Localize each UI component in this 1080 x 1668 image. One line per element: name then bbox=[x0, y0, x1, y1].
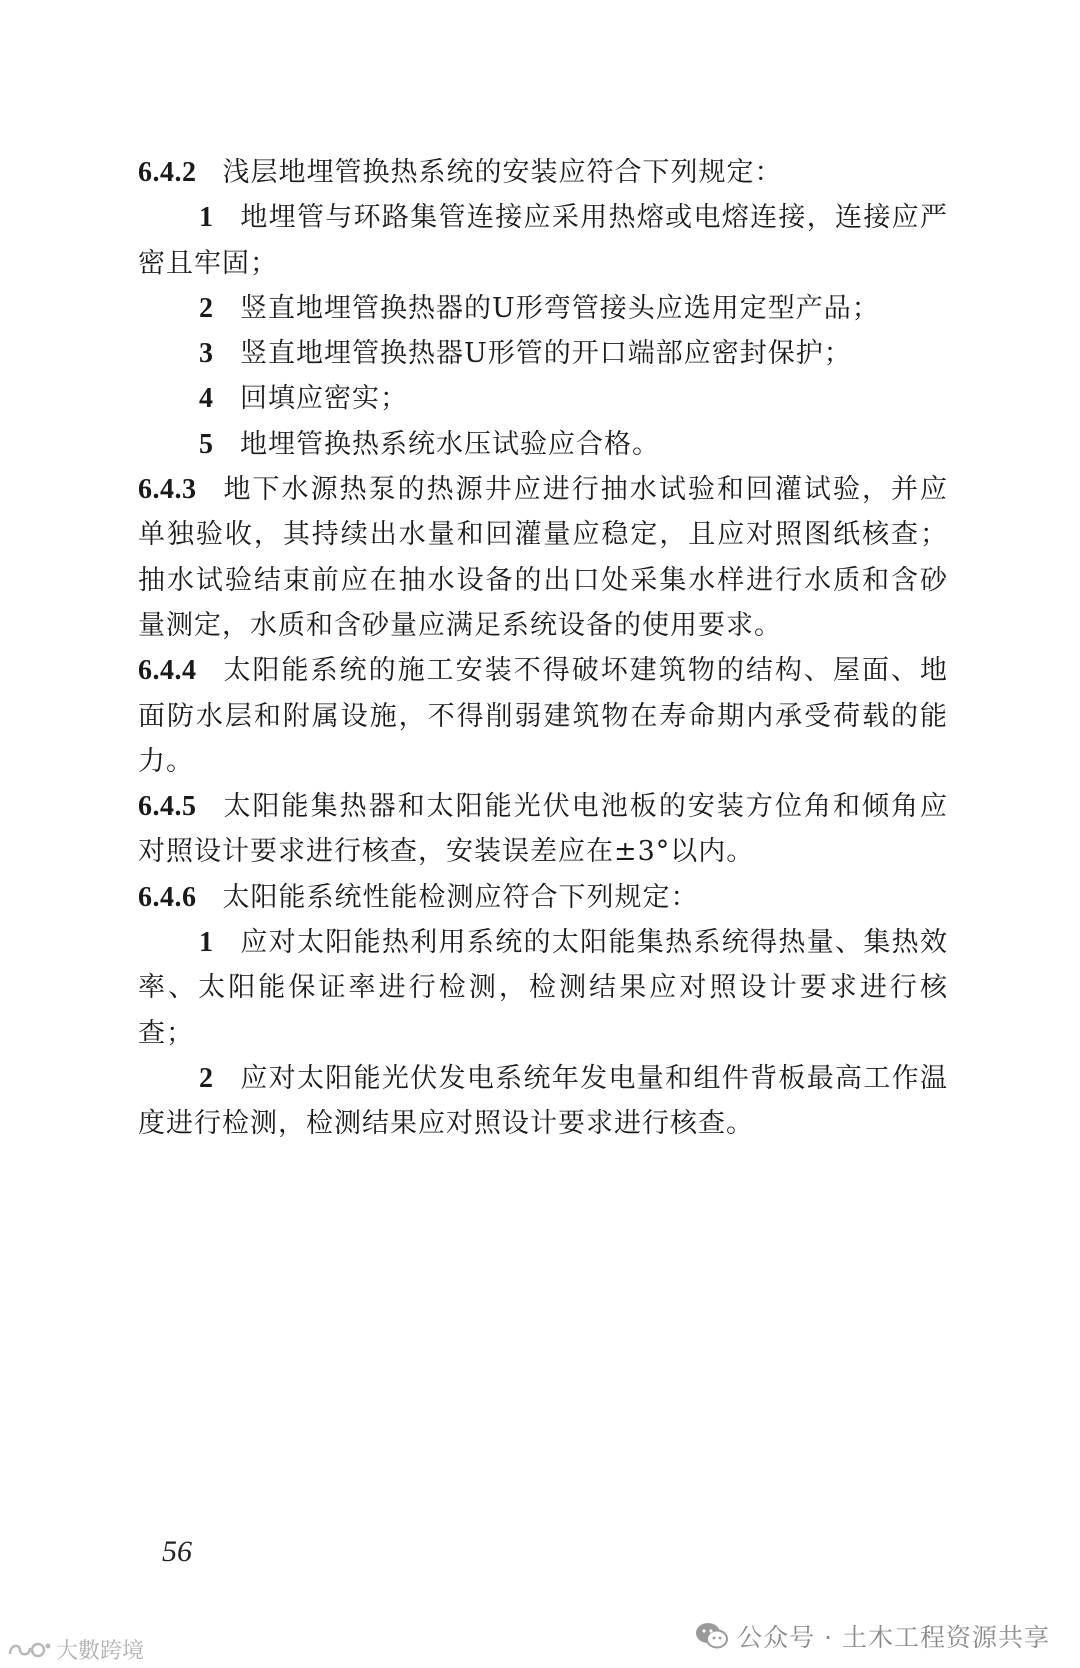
item-text: 竖直地埋管换热器的U形弯管接头应选用定型产品； bbox=[240, 292, 880, 324]
clause-6-4-2 bbox=[138, 150, 948, 195]
watermark-right-text: 公众号 · 土木工程资源共享 bbox=[737, 1623, 1050, 1652]
item-number: 5 bbox=[199, 428, 214, 460]
list-item bbox=[138, 376, 948, 421]
list-item bbox=[138, 286, 948, 331]
list-item bbox=[138, 331, 948, 376]
item-number: 3 bbox=[199, 338, 214, 370]
list-item bbox=[138, 422, 948, 467]
item-text: 地埋管换热系统水压试验应合格。 bbox=[240, 428, 660, 460]
clause-number: 6.4.2 bbox=[138, 157, 197, 188]
item-text: 应对太阳能光伏发电系统年发电量和组件背板最高工作温度进行检测，检测结果应对照设计要求进行核查。 bbox=[138, 1062, 948, 1140]
logo-icon bbox=[6, 1638, 52, 1662]
document-body bbox=[138, 150, 948, 1147]
item-text: 地埋管与环路集管连接应采用热熔或电熔连接，连接应严密且牢固； bbox=[138, 202, 948, 279]
item-number: 2 bbox=[199, 1062, 214, 1094]
item-text: 竖直地埋管换热器U形管的开口端部应密封保护； bbox=[240, 338, 852, 370]
watermark-left-text: 大數跨境 bbox=[56, 1639, 145, 1664]
list-item bbox=[138, 195, 948, 286]
clause-number: 6.4.3 bbox=[138, 474, 197, 506]
wechat-icon bbox=[695, 1622, 729, 1650]
item-text: 应对太阳能热利用系统的太阳能集热系统得热量、集热效率、太阳能保证率进行检测，检测结果应对照设计要求进行核查； bbox=[138, 927, 948, 1049]
clause-text: 地下水源热泵的热源井应进行抽水试验和回灌试验，并应单独验收，其持续出水量和回灌量应稳定，且应对照图纸核查；抽水试验结束前应在抽水设备的出口处采集水样进行水质和含砂量测定，水质和含砂量应满足系统设备的使用要求。 bbox=[138, 474, 948, 641]
list-item bbox=[138, 1056, 948, 1147]
clause-6-4-6 bbox=[138, 875, 948, 920]
item-number: 2 bbox=[199, 292, 214, 324]
item-text: 回填应密实； bbox=[240, 383, 408, 415]
clause-6-4-3 bbox=[138, 467, 948, 648]
item-number: 1 bbox=[199, 927, 214, 959]
page-number: 56 bbox=[162, 1535, 192, 1568]
clause-number: 6.4.6 bbox=[138, 881, 197, 913]
item-number: 1 bbox=[199, 202, 214, 234]
clause-text: 太阳能系统性能检测应符合下列规定： bbox=[222, 881, 699, 913]
clause-6-4-4 bbox=[138, 648, 948, 784]
watermark-logo bbox=[6, 1634, 144, 1665]
clause-text: 浅层地埋管换热系统的安装应符合下列规定： bbox=[222, 157, 783, 188]
clause-6-4-5 bbox=[138, 784, 948, 875]
watermark-account bbox=[695, 1618, 1050, 1654]
item-number: 4 bbox=[199, 383, 214, 415]
clause-text: 太阳能系统的施工安装不得破坏建筑物的结构、屋面、地面防水层和附属设施，不得削弱建筑物在寿命期内承受荷载的能力。 bbox=[138, 655, 948, 777]
clause-text: 太阳能集热器和太阳能光伏电池板的安装方位角和倾角应对照设计要求进行核查，安装误差应在±3°以内。 bbox=[138, 791, 948, 868]
clause-number: 6.4.5 bbox=[138, 791, 197, 823]
clause-number: 6.4.4 bbox=[138, 655, 197, 687]
list-item bbox=[138, 920, 948, 1056]
